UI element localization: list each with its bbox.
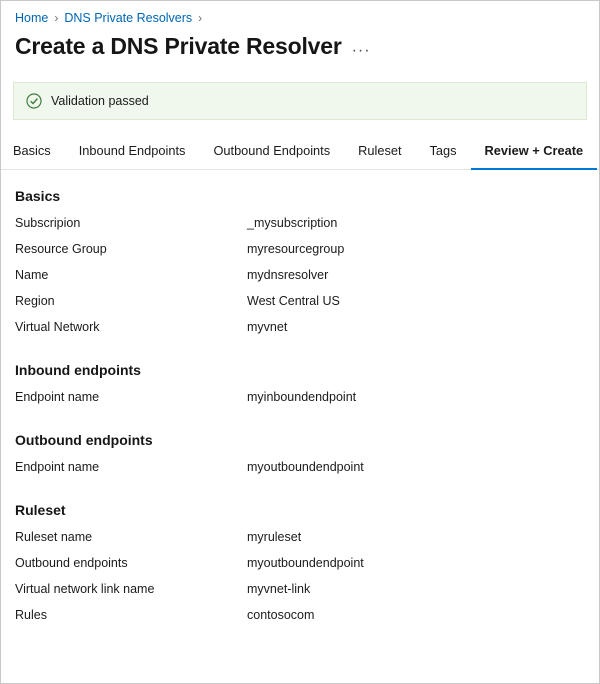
row-key: Outbound endpoints	[15, 556, 128, 570]
row-value: mydnsresolver	[247, 268, 329, 282]
breadcrumb-separator-icon-2: ›	[198, 11, 203, 25]
row-value: myinboundendpoint	[247, 390, 357, 404]
row-key: Endpoint name	[15, 390, 100, 404]
tab-ruleset[interactable]: Ruleset	[358, 143, 402, 158]
summary-table-basics	[15, 210, 585, 340]
summary-table-ruleset	[15, 524, 585, 628]
row-key: Endpoint name	[15, 460, 100, 474]
table-row	[15, 210, 585, 236]
row-key: Virtual Network	[15, 320, 100, 334]
tab-tags[interactable]: Tags	[429, 143, 457, 158]
validation-status-text: Validation passed	[51, 94, 149, 108]
more-options-button[interactable]: ···	[351, 41, 371, 59]
title-row	[1, 25, 599, 60]
table-row	[15, 550, 585, 576]
tab-outbound-endpoints[interactable]: Outbound Endpoints	[213, 143, 331, 158]
check-circle-icon	[26, 93, 42, 109]
tab-basics[interactable]: Basics	[13, 143, 51, 158]
table-row	[15, 602, 585, 628]
row-key: Ruleset name	[15, 530, 93, 544]
validation-status-banner	[13, 82, 587, 120]
row-key: Rules	[15, 608, 47, 622]
section-heading-basics: Basics	[15, 188, 61, 204]
row-key: Name	[15, 268, 49, 282]
row-value: myvnet	[247, 320, 288, 334]
summary-table-inbound-endpoints	[15, 384, 585, 410]
summary-table-outbound-endpoints	[15, 454, 585, 480]
row-value: myruleset	[247, 530, 302, 544]
tab-inbound-endpoints[interactable]: Inbound Endpoints	[78, 143, 186, 158]
table-row	[15, 576, 585, 602]
table-row	[15, 236, 585, 262]
breadcrumb-item-dns-private-resolvers[interactable]: DNS Private Resolvers	[64, 11, 193, 25]
row-value: myoutboundendpoint	[247, 460, 364, 474]
row-value: myvnet-link	[247, 582, 311, 596]
table-row	[15, 262, 585, 288]
row-key: Resource Group	[15, 242, 107, 256]
row-value: myoutboundendpoint	[247, 556, 364, 570]
row-value: _mysubscription	[247, 216, 338, 230]
section-heading-inbound-endpoints: Inbound endpoints	[15, 362, 141, 378]
row-value: West Central US	[247, 294, 340, 308]
table-row	[15, 524, 585, 550]
row-value: myresourcegroup	[247, 242, 345, 256]
tab-review-create[interactable]: Review + Create	[471, 135, 598, 170]
wizard-tabs	[1, 134, 599, 170]
page-title: Create a DNS Private Resolver	[15, 33, 342, 59]
table-row	[15, 314, 585, 340]
section-heading-ruleset: Ruleset	[15, 502, 66, 518]
breadcrumb	[1, 1, 599, 25]
row-key: Region	[15, 294, 55, 308]
breadcrumb-item-home[interactable]: Home	[15, 11, 49, 25]
row-value: contosocom	[247, 608, 315, 622]
breadcrumb-separator-icon: ›	[54, 11, 59, 25]
table-row	[15, 454, 585, 480]
row-key: Virtual network link name	[15, 582, 155, 596]
section-heading-outbound-endpoints: Outbound endpoints	[15, 432, 153, 448]
row-key: Subscripion	[15, 216, 81, 230]
table-row	[15, 288, 585, 314]
review-summary	[1, 170, 599, 628]
table-row	[15, 384, 585, 410]
